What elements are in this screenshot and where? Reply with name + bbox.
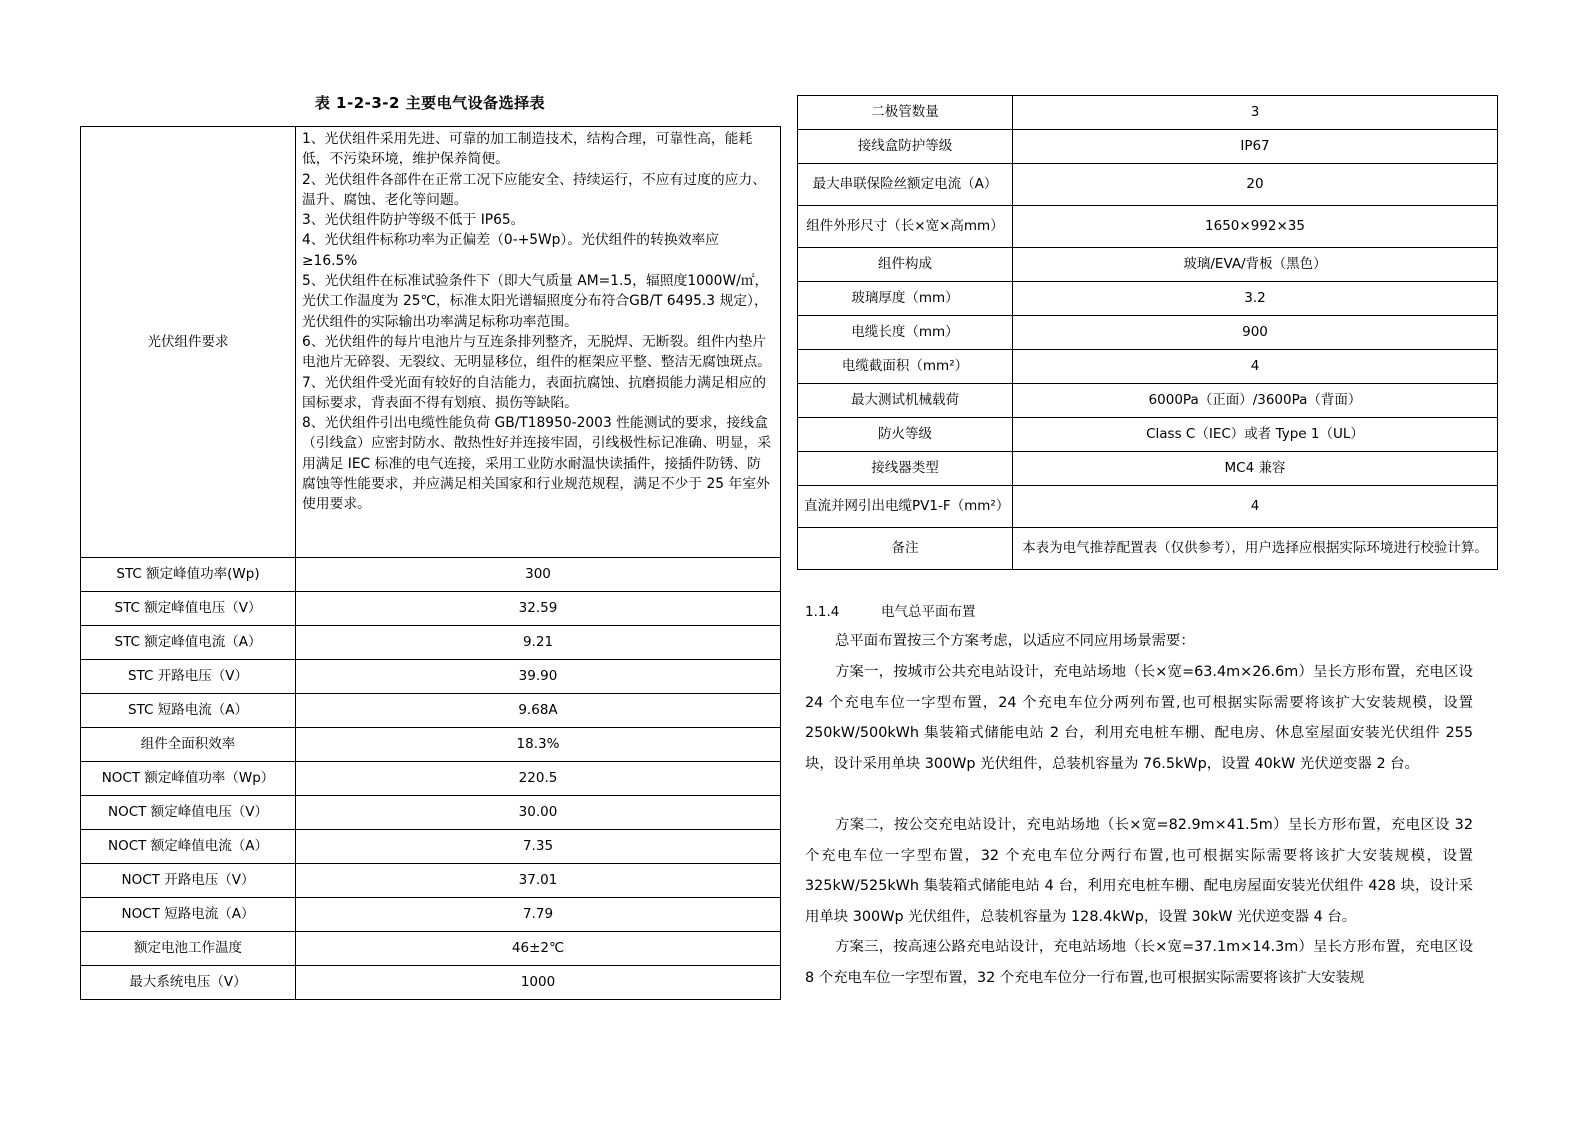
row-label: NOCT 额定峰值电压（V） [81, 796, 296, 830]
row-value: 18.3% [296, 728, 781, 762]
table-row [81, 592, 781, 626]
row-label: STC 额定峰值电流（A） [81, 626, 296, 660]
row-value: 4 [1013, 350, 1498, 384]
row-value: 4 [1013, 486, 1498, 528]
requirement-item: 4、光伏组件标称功率为正偏差（0-+5Wp）。光伏组件的转换效率应≥16.5% [302, 232, 720, 269]
table-row [81, 626, 781, 660]
row-value: 46±2℃ [296, 932, 781, 966]
row-value: 30.00 [296, 796, 781, 830]
row-value: 900 [1013, 316, 1498, 350]
section-title: 电气总平面布置 [881, 604, 976, 620]
table-row [81, 694, 781, 728]
table-row [81, 558, 781, 592]
row-label: 电缆截面积（mm²） [798, 350, 1013, 384]
row-label: STC 额定峰值功率(Wp) [81, 558, 296, 592]
row-value: 300 [296, 558, 781, 592]
equipment-table-right [797, 95, 1498, 570]
paragraph: 方案二，按公交充电站设计，充电站场地（长×宽=82.9m×41.5m）呈长方形布置，充电区设 32 个充电车位一字型布置，32 个充电车位分两行布置,也可根据实际需要将该扩大安装规模，设置 325kW/525kWh 集装箱式储能电站 4 台，利用充电桩车棚、配电房屋面安装光伏组件 428 块，设计采用单块 300Wp 光伏组件，总装机容量为 128.4kWp，设置 30kW 光伏逆变器 4 台。 [805, 817, 1473, 925]
row-label: 组件构成 [798, 248, 1013, 282]
row-value: 玻璃/EVA/背板（黑色） [1013, 248, 1498, 282]
row-label: 组件外形尺寸（长×宽×高mm） [798, 206, 1013, 248]
paragraph: 方案一，按城市公共充电站设计，充电站场地（长×宽=63.4m×26.6m）呈长方形布置，充电区设 24 个充电车位一字型布置，24 个充电车位分两列布置,也可根据实际需要将该扩大安装规模，设置 250kW/500kWh 集装箱式储能电站 2 台，利用充电桩车棚、配电房、休息室屋面安装光伏组件 255 块，设计采用单块 300Wp 光伏组件，总装机容量为 76.5kWp，设置 40kW 光伏逆变器 2 台。 [805, 664, 1473, 772]
row-label: 额定电池工作温度 [81, 932, 296, 966]
table-row [81, 728, 781, 762]
row-value: 20 [1013, 164, 1498, 206]
row-value: 32.59 [296, 592, 781, 626]
row-label: 防火等级 [798, 418, 1013, 452]
table-row [798, 130, 1498, 164]
row-label: NOCT 短路电流（A） [81, 898, 296, 932]
row-label: STC 额定峰值电压（V） [81, 592, 296, 626]
row-label: 备注 [798, 528, 1013, 570]
requirement-item: 5、光伏组件在标准试验条件下（即大气质量 AM=1.5，辐照度1000W/㎡，光伏工作温度为 25℃，标准太阳光谱辐照度分布符合GB/T 6495.3 规定），光伏组件的实际输出功率满足标称功率范围。 [302, 273, 769, 330]
row-label: 接线器类型 [798, 452, 1013, 486]
table-row [798, 248, 1498, 282]
table-row [81, 898, 781, 932]
row-value: 7.79 [296, 898, 781, 932]
table-row [798, 452, 1498, 486]
table-row [798, 96, 1498, 130]
table-row [81, 660, 781, 694]
table-row [81, 796, 781, 830]
table-row [798, 528, 1498, 570]
table-row [798, 418, 1498, 452]
row-value: 37.01 [296, 864, 781, 898]
row-label: 直流并网引出电缆PV1-F（mm²） [798, 486, 1013, 528]
row-value: 39.90 [296, 660, 781, 694]
requirement-item: 2、光伏组件各部件在正常工况下应能安全、持续运行，不应有过度的应力、温升、腐蚀、老化等问题。 [302, 171, 767, 208]
table-row [798, 164, 1498, 206]
requirements-label: 光伏组件要求 [81, 127, 296, 558]
section-heading [805, 600, 976, 620]
table-row [798, 316, 1498, 350]
table-row [798, 282, 1498, 316]
row-label: 玻璃厚度（mm） [798, 282, 1013, 316]
table-row [81, 864, 781, 898]
row-label: 二极管数量 [798, 96, 1013, 130]
row-value: 6000Pa（正面）/3600Pa（背面） [1013, 384, 1498, 418]
row-value: 220.5 [296, 762, 781, 796]
table-row [81, 966, 781, 1000]
table-row [798, 384, 1498, 418]
row-value: MC4 兼容 [1013, 452, 1498, 486]
row-value: IP67 [1013, 130, 1498, 164]
table-row [81, 127, 781, 558]
paragraph: 总平面布置按三个方案考虑，以适应不同应用场景需要： [835, 633, 1195, 649]
table-row [798, 206, 1498, 248]
section-number: 1.1.4 [805, 604, 840, 620]
row-label: 接线盒防护等级 [798, 130, 1013, 164]
row-label: NOCT 额定峰值功率（Wp） [81, 762, 296, 796]
paragraph: 方案三，按高速公路充电站设计，充电站场地（长×宽=37.1m×14.3m）呈长方形布置，充电区设 8 个充电车位一字型布置，32 个充电车位分一行布置,也可根据实际需要将该扩大安装规 [805, 939, 1473, 986]
row-label: NOCT 额定峰值电流（A） [81, 830, 296, 864]
row-label: 最大串联保险丝额定电流（A） [798, 164, 1013, 206]
row-label: 电缆长度（mm） [798, 316, 1013, 350]
row-value: 1000 [296, 966, 781, 1000]
table-row [81, 932, 781, 966]
row-value: 3 [1013, 96, 1498, 130]
row-value: 本表为电气推荐配置表（仅供参考），用户选择应根据实际环境进行校验计算。 [1013, 528, 1498, 570]
requirement-item: 3、光伏组件防护等级不低于 IP65。 [302, 212, 525, 229]
requirement-item: 8、光伏组件引出电缆性能负荷 GB/T18950-2003 性能测试的要求，接线盒（引线盒）应密封防水、散热性好并连接牢固，引线极性标记准确、明显，采用满足 IEC 标准的电气连接，采用工业防水耐温快读插件，接插件防锈、防腐蚀等性能要求，并应满足相关国家和行业规范规程，满足不少于 25 年室外使用要求。 [302, 415, 772, 513]
equipment-table-left [80, 126, 781, 1000]
requirement-item: 6、光伏组件的每片电池片与互连条排列整齐，无脱焊、无断裂。组件内垫片电池片无碎裂、无裂纹、无明显移位，组件的框架应平整、整洁无腐蚀斑点。 [302, 333, 772, 371]
row-value: 9.68A [296, 694, 781, 728]
table-title: 表 1-2-3-2 主要电气设备选择表 [314, 94, 546, 112]
row-value: 1650×992×35 [1013, 206, 1498, 248]
row-value: 3.2 [1013, 282, 1498, 316]
row-label: STC 开路电压（V） [81, 660, 296, 694]
row-label: STC 短路电流（A） [81, 694, 296, 728]
row-value: Class C（IEC）或者 Type 1（UL） [1013, 418, 1498, 452]
requirement-item: 7、光伏组件受光面有较好的自洁能力，表面抗腐蚀、抗磨损能力满足相应的国标要求，背表面不得有划痕、损伤等缺陷。 [302, 374, 767, 411]
requirement-item: 1、光伏组件采用先进、可靠的加工制造技术，结构合理，可靠性高，能耗低，不污染环境，维护保养简便。 [302, 131, 753, 168]
requirements-cell [296, 127, 781, 558]
table-row [798, 350, 1498, 384]
table-row [81, 762, 781, 796]
table-row [81, 830, 781, 864]
row-label: 最大测试机械载荷 [798, 384, 1013, 418]
row-value: 9.21 [296, 626, 781, 660]
row-label: 组件全面积效率 [81, 728, 296, 762]
table-row [798, 486, 1498, 528]
row-label: NOCT 开路电压（V） [81, 864, 296, 898]
row-value: 7.35 [296, 830, 781, 864]
row-label: 最大系统电压（V） [81, 966, 296, 1000]
